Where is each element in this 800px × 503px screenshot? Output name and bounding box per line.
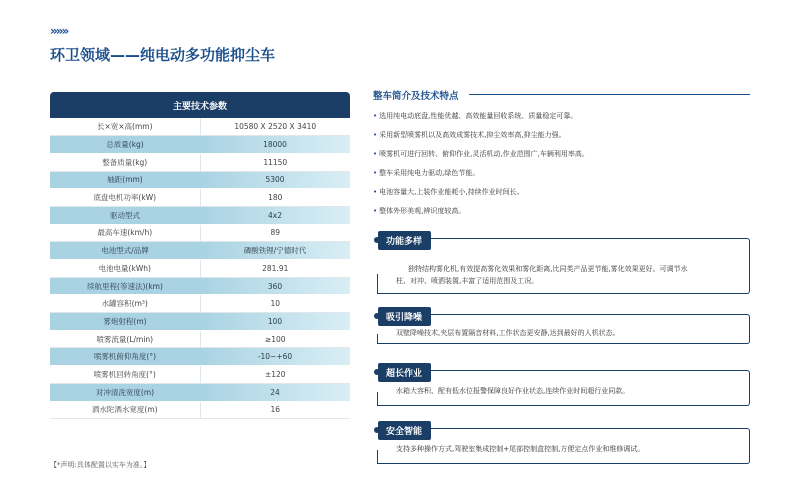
- list-item-text: 电池容量大,上装作业能耗小,持续作业时间长。: [379, 188, 524, 196]
- spec-value: ≥100: [200, 330, 350, 348]
- bullet-icon: •: [373, 207, 378, 215]
- spec-value: 281.91: [200, 260, 350, 278]
- spec-label: 电池电量(kWh): [50, 260, 200, 278]
- spec-value: 360: [200, 277, 350, 295]
- table-row: [50, 136, 350, 154]
- spec-label: 续航里程(等速法)(km): [50, 277, 200, 295]
- table-row: [50, 348, 350, 366]
- spec-label: 总质量(kg): [50, 136, 200, 154]
- dot-icon: [374, 369, 380, 375]
- spec-label: 轴距(mm): [50, 171, 200, 189]
- dot-icon: [374, 237, 380, 243]
- table-row: [50, 295, 350, 313]
- feature-text: 独特结构雾化机,有效提高雾化效果和雾化距离,比同类产品更节能,雾化效果更好。可调节水: [408, 265, 688, 273]
- feature-text: 双壁降噪技术,夹层布置隔音材料,工作状态更安静,达到最好的人机状态。: [396, 329, 620, 337]
- spec-table: [50, 92, 350, 419]
- spec-label: 喷雾流量(L/min): [50, 330, 200, 348]
- table-row: [50, 118, 350, 136]
- feature-text: 柱、对冲、喷洒装置,丰富了适用范围及工况。: [396, 277, 539, 285]
- list-item-text: 整体外形美观,辨识度较高。: [379, 207, 466, 215]
- chevron-icon: »»»: [50, 24, 68, 38]
- table-row: [50, 224, 350, 242]
- list-item-text: 喷雾机可进行回转、俯仰作业,灵活机动,作业范围广,车辆利用率高。: [379, 150, 589, 158]
- list-item-text: 采用新型喷雾机以及高效成雾技术,抑尘效率高,抑尘能力强。: [379, 131, 566, 139]
- spec-label: 底盘电机功率(kW): [50, 189, 200, 207]
- footnote: 【*声明:具体配置以实车为准。】: [50, 461, 151, 469]
- intro-list: [373, 107, 753, 221]
- bullet-icon: •: [373, 169, 378, 177]
- table-row: [50, 401, 350, 419]
- bullet-icon: •: [373, 112, 378, 120]
- spec-label: 长×宽×高(mm): [50, 118, 200, 136]
- table-row: [50, 383, 350, 401]
- spec-value: 10: [200, 295, 350, 313]
- spec-label: 电池型式/品牌: [50, 242, 200, 260]
- list-item: [373, 164, 753, 183]
- table-row: [50, 153, 350, 171]
- list-item: [373, 126, 753, 145]
- spec-label: 最高车速(km/h): [50, 224, 200, 242]
- list-item-text: 整车采用纯电力驱动,绿色节能。: [379, 169, 480, 177]
- feature-tag: 安全智能: [378, 421, 431, 440]
- spec-value: ±120: [200, 366, 350, 384]
- spec-value: 16: [200, 401, 350, 419]
- spec-value: 10580 X 2520 X 3410: [200, 118, 350, 136]
- bullet-icon: •: [373, 131, 378, 139]
- feature-box: [378, 238, 750, 294]
- table-row: [50, 260, 350, 278]
- feature-tag: 超长作业: [378, 363, 431, 382]
- spec-value: 180: [200, 189, 350, 207]
- table-row: [50, 206, 350, 224]
- feature-box: [378, 314, 750, 344]
- feature-tag: 吸引降噪: [378, 307, 431, 326]
- feature-tag: 功能多样: [378, 231, 431, 250]
- feature-box: [378, 370, 750, 406]
- feature-text: 水箱大容积、配有低水位报警保障良好作业状态,连续作业时间超行业同款。: [396, 387, 630, 395]
- spec-label: 对冲清洗宽度(m): [50, 383, 200, 401]
- list-item: [373, 183, 753, 202]
- table-row: [50, 189, 350, 207]
- spec-value: 5300: [200, 171, 350, 189]
- page-title: 环卫领域——纯电动多功能抑尘车: [50, 46, 276, 64]
- bullet-icon: •: [373, 150, 378, 158]
- table-row: [50, 277, 350, 295]
- list-item: [373, 202, 753, 221]
- spec-value: -10~+60: [200, 348, 350, 366]
- spec-value: 89: [200, 224, 350, 242]
- spec-label: 喷雾机俯仰角度(°): [50, 348, 200, 366]
- spec-label: 驱动型式: [50, 206, 200, 224]
- table-row: [50, 366, 350, 384]
- spec-label: 喷雾机回转角度(°): [50, 366, 200, 384]
- table-row: [50, 330, 350, 348]
- table-row: [50, 242, 350, 260]
- spec-value: 24: [200, 383, 350, 401]
- list-item: [373, 107, 753, 126]
- spec-value: 4x2: [200, 206, 350, 224]
- spec-table-title: 主要技术参数: [50, 92, 350, 118]
- bullet-icon: •: [373, 188, 378, 196]
- spec-value: 磷酸铁锂/宁德时代: [200, 242, 350, 260]
- dot-icon: [374, 313, 380, 319]
- feature-box: [378, 428, 750, 464]
- table-row: [50, 313, 350, 331]
- title-divider: [469, 94, 750, 95]
- spec-label: 雾炮射程(m): [50, 313, 200, 331]
- spec-value: 18000: [200, 136, 350, 154]
- spec-value: 11150: [200, 153, 350, 171]
- intro-title: 整车简介及技术特点: [373, 91, 459, 102]
- table-row: [50, 171, 350, 189]
- feature-text: 支持多种操作方式,驾驶室集成控制+尾部控制盒控制,方便定点作业和维修调试。: [396, 445, 645, 453]
- spec-label: 洒水陀洒水宽度(m): [50, 401, 200, 419]
- spec-value: 100: [200, 313, 350, 331]
- list-item-text: 选用纯电动底盘,性能优越、高效能量回收系统、质量稳定可靠。: [379, 112, 578, 120]
- spec-label: 水罐容积(m³): [50, 295, 200, 313]
- spec-label: 整备质量(kg): [50, 153, 200, 171]
- list-item: [373, 145, 753, 164]
- dot-icon: [374, 427, 380, 433]
